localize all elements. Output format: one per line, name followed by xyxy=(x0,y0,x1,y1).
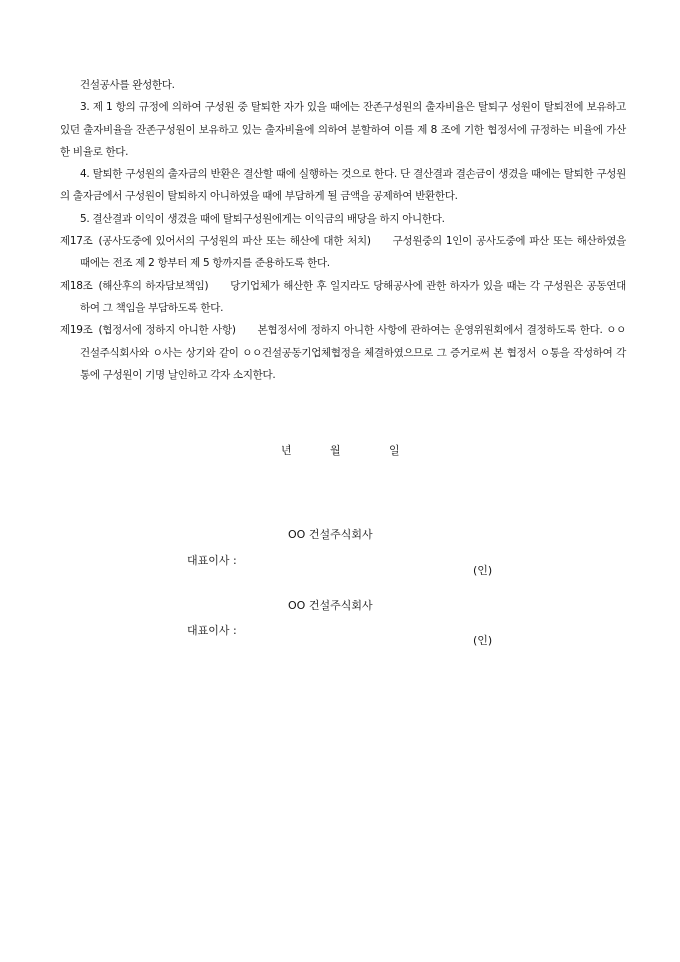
article-18 xyxy=(60,275,626,320)
signature-rep-label: 대표이사 : xyxy=(187,624,237,637)
article-number: 제17조 xyxy=(60,235,93,248)
signature-seal: (인) xyxy=(473,634,493,647)
article-title: (해산후의 하자담보책임) xyxy=(98,279,209,292)
article-text: 구성원중의 1인이 공사도중에 파산 또는 해산하였을 때에는 전조 제 2 항부터 제 5 항까지를 준용하도록 한다. xyxy=(80,235,626,270)
date-month: 월 xyxy=(330,444,341,457)
article-19 xyxy=(60,319,626,386)
signature-seal: (인) xyxy=(473,564,493,577)
signature-rep-label: 대표이사 : xyxy=(187,554,237,567)
paragraph-3: 3. 제 1 항의 규정에 의하여 구성원 중 탈퇴한 자가 있을 때에는 잔존구성원의 출자비율은 탈퇴구 성원이 탈퇴전에 보유하고 있던 출자비율을 잔존구성원이 보유하고 있는 출자비율에 의하여 분할하여 이를 제 8 조에 기한 협정서에 규정하는 비율에 가산한 비율로 한다. xyxy=(60,101,626,158)
article-number: 제19조 xyxy=(60,324,93,337)
paragraph-continuation: 건설공사를 완성한다. xyxy=(80,79,175,91)
article-text: 본협정서에 정하지 아니한 사항에 관하여는 운영위원회에서 결정하도록 한다. ㅇㅇ건설주식회사와 ㅇ사는 상기와 같이 ㅇㅇ건설공동기업체협정을 체결하였으므로 그 증거로써 본 협정서 ㅇ통을 작성하여 각통에 구성원이 기명 날인하고 각자 소지한다. xyxy=(80,324,626,381)
paragraph-5: 5. 결산결과 이익이 생겼을 때에 탈퇴구성원에게는 이익금의 배당을 하지 아니한다. xyxy=(80,212,445,225)
article-number: 제18조 xyxy=(60,279,93,292)
signature-company: OO 건설주식회사 xyxy=(288,599,373,612)
date-year: 년 xyxy=(281,444,292,457)
signature-company: OO 건설주식회사 xyxy=(288,528,373,541)
document-body xyxy=(60,74,626,386)
date-day: 일 xyxy=(389,444,400,457)
article-title: (협정서에 정하지 아니한 사항) xyxy=(98,324,236,337)
article-title: (공사도중에 있어서의 구성원의 파산 또는 해산에 대한 처치) xyxy=(98,235,371,248)
paragraph-4: 4. 탈퇴한 구성원의 출자금의 반환은 결산할 때에 실행하는 것으로 한다. 단 결산결과 결손금이 생겼을 때에는 탈퇴한 구성원의 출자금에서 구성원이 탈퇴하지 아니하였을 때에 부담하게 될 금액을 공제하여 반환한다. xyxy=(60,168,626,203)
article-text: 당기업체가 해산한 후 일지라도 당해공사에 관한 하자가 있을 때는 각 구성원은 공동연대하여 그 책임을 부담하도록 한다. xyxy=(80,279,627,314)
article-17 xyxy=(60,230,626,275)
